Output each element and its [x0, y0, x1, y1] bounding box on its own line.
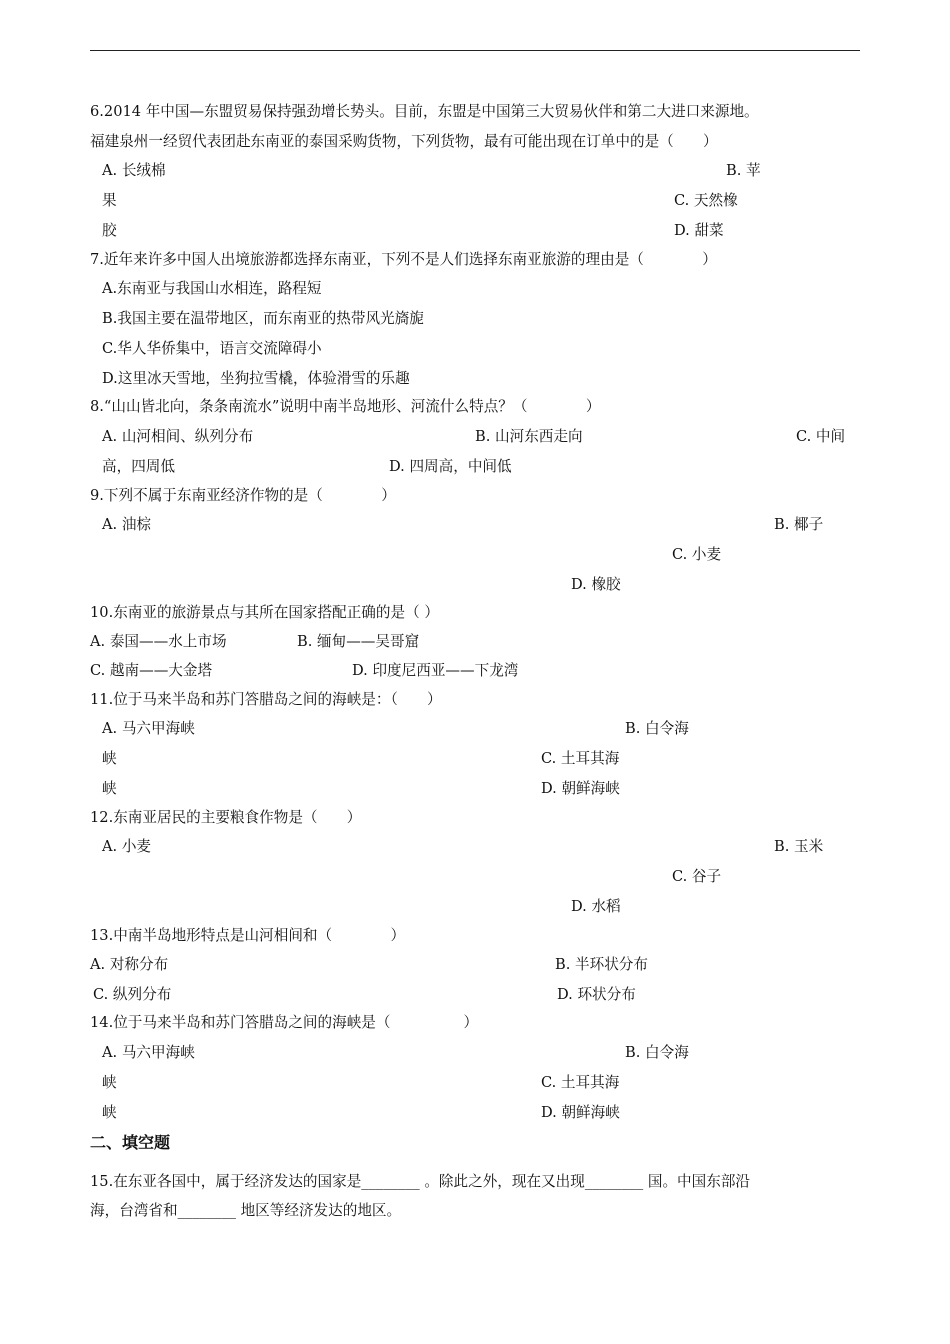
q11-option-b-tail[interactable]: 峡: [102, 750, 117, 767]
q14-option-c-tail[interactable]: 峡: [102, 1104, 117, 1121]
q8-option-d[interactable]: D. 四周高，中间低: [389, 458, 512, 475]
q14-stem: 14.位于马来半岛和苏门答腊岛之间的海峡是（ ）: [90, 1014, 479, 1031]
q9-option-b[interactable]: B. 椰子: [774, 516, 824, 533]
q12-option-c[interactable]: C. 谷子: [672, 868, 722, 885]
q12-option-d[interactable]: D. 水稻: [571, 898, 621, 915]
q8-stem: 8.“山山皆北向，条条南流水”说明中南半岛地形、河流什么特点？（ ）: [90, 398, 601, 415]
q10-option-b[interactable]: B. 缅甸——吴哥窟: [297, 633, 420, 650]
q11-option-c-head[interactable]: C. 土耳其海: [541, 750, 620, 767]
q6-option-c-tail[interactable]: 胶: [102, 222, 117, 239]
q13-option-b[interactable]: B. 半环状分布: [555, 956, 648, 973]
q12-stem: 12.东南亚居民的主要粮食作物是（ ）: [90, 809, 362, 826]
q7-option-d[interactable]: D.这里冰天雪地，坐狗拉雪橇，体验滑雪的乐趣: [102, 370, 410, 387]
q6-option-b-tail[interactable]: 果: [102, 192, 117, 209]
q15-line1: 15.在东亚各国中，属于经济发达的国家是________ 。除此之外，现在又出现________ 国。中国东部沿: [90, 1173, 751, 1190]
q12-option-a[interactable]: A. 小麦: [102, 838, 152, 855]
q7-option-b[interactable]: B.我国主要在温带地区，而东南亚的热带风光旖旎: [102, 310, 424, 327]
q10-option-c[interactable]: C. 越南——大金塔: [90, 662, 213, 679]
q13-option-c[interactable]: C. 纵列分布: [93, 986, 172, 1003]
q10-option-a[interactable]: A. 泰国——水上市场: [90, 633, 227, 650]
q14-option-b-tail[interactable]: 峡: [102, 1074, 117, 1091]
section-title-fill-in: 二、填空题: [90, 1133, 171, 1152]
q6-stem-line2: 福建泉州一经贸代表团赴东南亚的泰国采购货物，下列货物，最有可能出现在订单中的是（ ）: [90, 133, 718, 150]
q13-option-a[interactable]: A. 对称分布: [90, 956, 169, 973]
q6-option-a[interactable]: A. 长绒棉: [102, 162, 166, 179]
q6-option-b-head[interactable]: B. 苹: [726, 162, 761, 179]
q6-option-c-head[interactable]: C. 天然橡: [674, 192, 738, 209]
q8-option-b[interactable]: B. 山河东西走向: [475, 428, 583, 445]
header-rule: [90, 50, 860, 51]
q11-stem: 11.位于马来半岛和苏门答腊岛之间的海峡是：（ ）: [90, 691, 442, 708]
q7-option-c[interactable]: C.华人华侨集中，语言交流障碍小: [102, 340, 322, 357]
q10-option-d[interactable]: D. 印度尼西亚——下龙湾: [352, 662, 519, 679]
q12-option-b[interactable]: B. 玉米: [774, 838, 824, 855]
q15-line2: 海，台湾省和________ 地区等经济发达的地区。: [90, 1202, 402, 1219]
q11-option-a[interactable]: A. 马六甲海峡: [102, 720, 195, 737]
q14-option-c-head[interactable]: C. 土耳其海: [541, 1074, 620, 1091]
q11-option-d[interactable]: D. 朝鲜海峡: [541, 780, 620, 797]
q14-option-a[interactable]: A. 马六甲海峡: [102, 1044, 195, 1061]
q13-option-d[interactable]: D. 环状分布: [557, 986, 636, 1003]
q11-option-c-tail[interactable]: 峡: [102, 780, 117, 797]
q13-stem: 13.中南半岛地形特点是山河相间和（ ）: [90, 927, 406, 944]
q9-option-d[interactable]: D. 橡胶: [571, 576, 621, 593]
q8-option-a[interactable]: A. 山河相间、纵列分布: [102, 428, 254, 445]
q14-option-d[interactable]: D. 朝鲜海峡: [541, 1104, 620, 1121]
q8-option-c-tail[interactable]: 高，四周低: [102, 458, 175, 475]
q9-option-c[interactable]: C. 小麦: [672, 546, 722, 563]
q7-option-a[interactable]: A.东南亚与我国山水相连，路程短: [102, 280, 322, 297]
q6-stem-line1: 6.2014 年中国—东盟贸易保持强劲增长势头。目前，东盟是中国第三大贸易伙伴和第二大进口来源地。: [90, 103, 759, 120]
q9-option-a[interactable]: A. 油棕: [102, 516, 152, 533]
q9-stem: 9.下列不属于东南亚经济作物的是（ ）: [90, 487, 396, 504]
q10-stem: 10.东南亚的旅游景点与其所在国家搭配正确的是（ ）: [90, 604, 439, 621]
q8-option-c-head[interactable]: C. 中间: [796, 428, 846, 445]
q14-option-b-head[interactable]: B. 白令海: [625, 1044, 689, 1061]
q7-stem: 7.近年来许多中国人出境旅游都选择东南亚，下列不是人们选择东南亚旅游的理由是（ ）: [90, 251, 717, 268]
q6-option-d[interactable]: D. 甜菜: [674, 222, 724, 239]
q11-option-b-head[interactable]: B. 白令海: [625, 720, 689, 737]
